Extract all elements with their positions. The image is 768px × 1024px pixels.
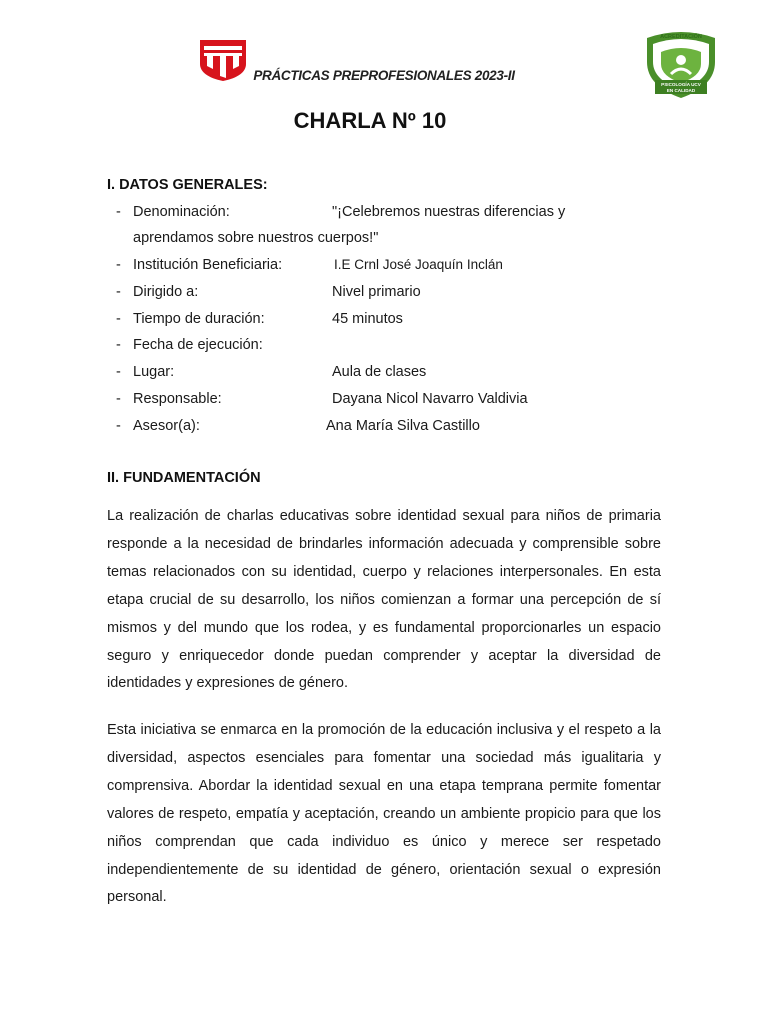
field-label: Denominación: bbox=[133, 204, 230, 220]
field-label: Dirigido a: bbox=[133, 284, 199, 300]
paragraph: La realización de charlas educativas sobre identidad sexual para niños de primaria responde a la necesidad de brindarles información adecuada y comprensible sobre temas relacionados con su identidad, cuerpo y relaciones interpersonales. En esta etapa crucial de su desarrollo, los niños comienzan a formar una percepción de sí mismos y del mundo que los rodea, y es fundamental proporcionarles un espacio seguro y enriquecedor donde puedan comprender y aceptar la diversidad de identidades y expresiones de género. bbox=[107, 508, 661, 692]
bullet-dash: - bbox=[116, 391, 121, 407]
section-heading-fundamentacion: II. FUNDAMENTACIÓN bbox=[107, 470, 261, 486]
field-label: Fecha de ejecución: bbox=[133, 337, 263, 353]
bullet-dash: - bbox=[116, 311, 121, 327]
field-value: "¡Celebremos nuestras diferencias y bbox=[332, 204, 566, 220]
field-value-continuation: aprendamos sobre nuestros cuerpos!" bbox=[133, 230, 379, 246]
field-value: Ana María Silva Castillo bbox=[326, 418, 480, 434]
acreditacion-ribbon-line2: EN CALIDAD bbox=[666, 88, 696, 93]
bullet-dash: - bbox=[116, 337, 121, 353]
acreditacion-top-text: ACREDITACIÓN bbox=[660, 34, 702, 40]
field-value: I.E Crnl José Joaquín Inclán bbox=[334, 257, 503, 272]
bullet-dash: - bbox=[116, 257, 121, 273]
section-heading-datos-generales: I. DATOS GENERALES: bbox=[107, 177, 268, 193]
field-label: Tiempo de duración: bbox=[133, 311, 265, 327]
acreditacion-logo bbox=[641, 28, 721, 100]
bullet-dash: - bbox=[116, 204, 121, 220]
field-label: Asesor(a): bbox=[133, 418, 200, 434]
page-title: CHARLA Nº 10 bbox=[293, 108, 447, 133]
field-value: Nivel primario bbox=[332, 284, 421, 300]
acreditacion-ribbon-line1: PSICOLOGÍA UCV bbox=[661, 82, 701, 87]
field-label: Lugar: bbox=[133, 364, 175, 380]
field-label: Responsable: bbox=[133, 391, 222, 407]
bullet-dash: - bbox=[116, 364, 121, 380]
field-value: Dayana Nicol Navarro Valdivia bbox=[332, 391, 528, 407]
bullet-dash: - bbox=[116, 284, 121, 300]
field-value: 45 minutos bbox=[332, 311, 403, 327]
bullet-dash: - bbox=[116, 418, 121, 434]
field-label: Institución Beneficiaria: bbox=[133, 257, 283, 273]
program-header: PRÁCTICAS PREPROFESIONALES 2023-II bbox=[253, 68, 515, 83]
paragraph: Esta iniciativa se enmarca en la promoción de la educación inclusiva y el respeto a la diversidad, aspectos esenciales para fomentar una sociedad más igualitaria y comprensiva. Abordar la identidad sexual en una etapa temprana permite fomentar valores de respeto, empatía y aceptación, creando un ambiente propicio para que los niños comprendan que cada individuo es único y merece ser respetado independientemente de su identidad de género, orientación sexual o expresión personal. bbox=[107, 722, 661, 906]
field-value: Aula de clases bbox=[332, 364, 427, 380]
